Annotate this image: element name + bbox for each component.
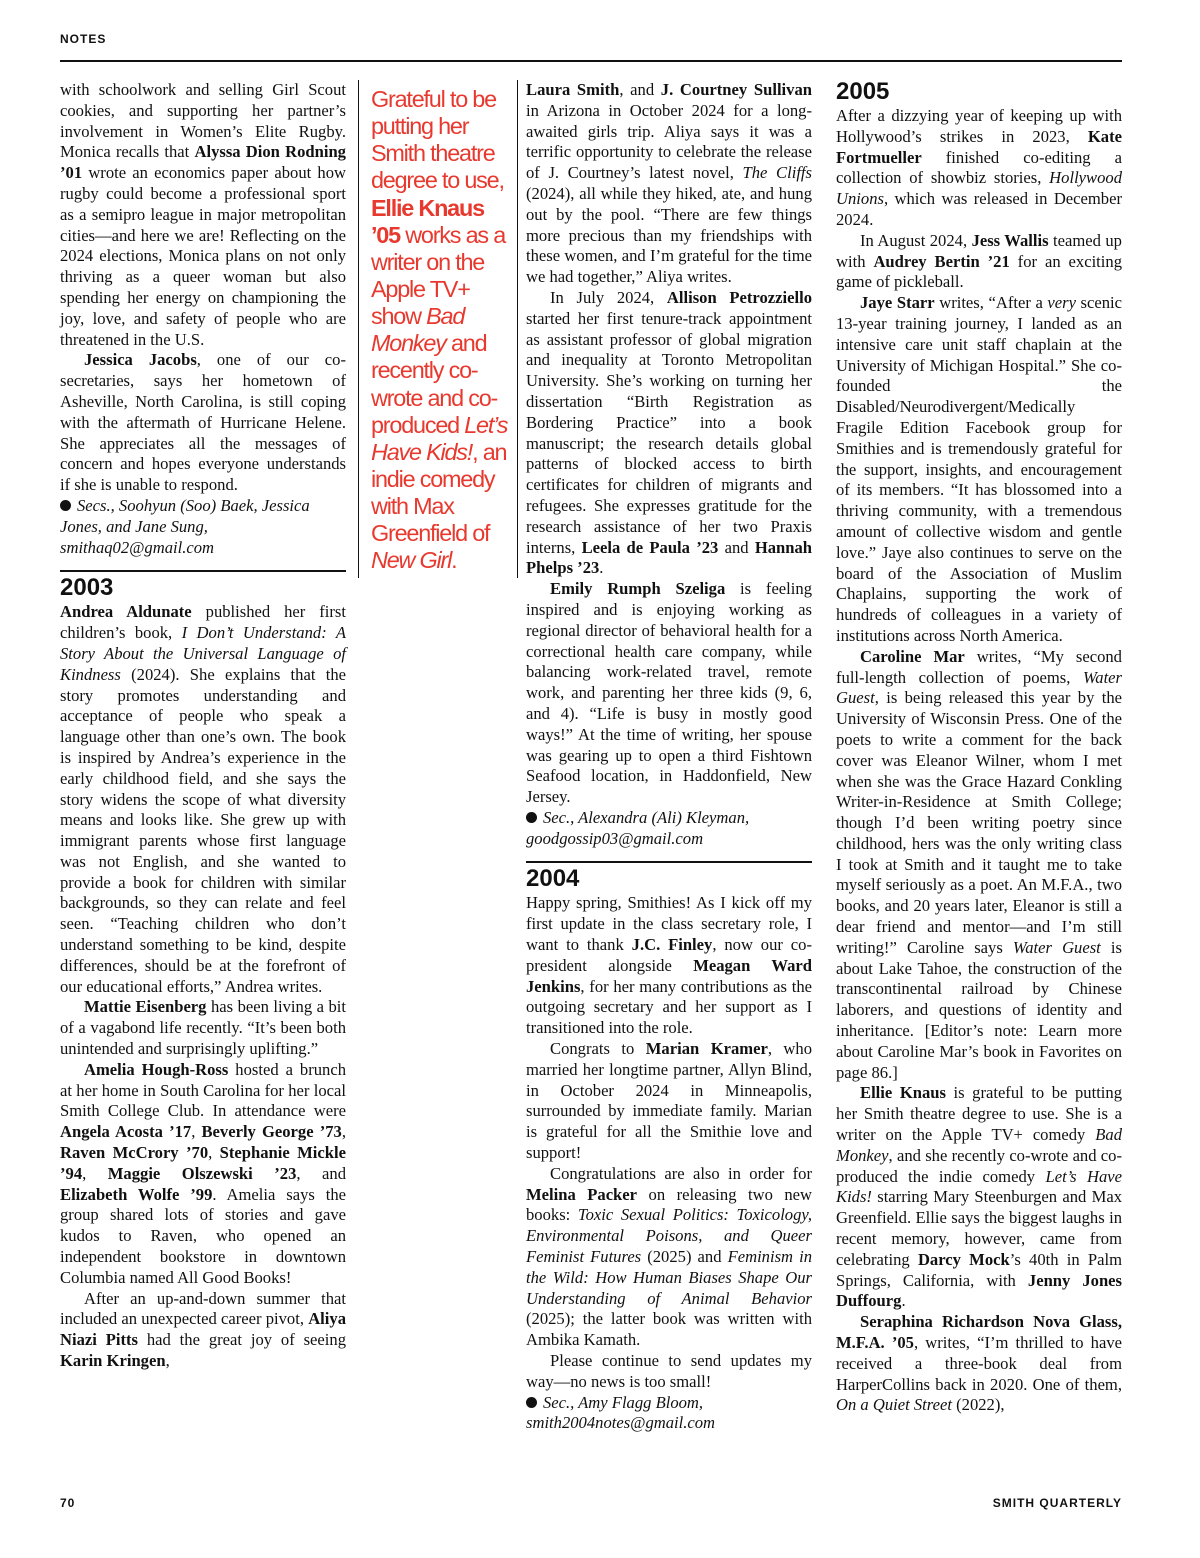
paragraph: After an up-and-down summer that included an unexpected career pivot, Aliya Niazi Pitts had the great joy of seeing Karin Kringen, xyxy=(60,1288,346,1371)
paragraph: Emily Rumph Szeliga is feeling inspired and is enjoying working as regional director of behavioral health for a correctional health care company, while balancing work-related travel, remote work, and parenting her three kids (9, 6, and 4). “Life is busy in mostly good ways!” At the time of writing, her spouse was gearing up to open a third Fishtown Seafood location, in Haddonfield, New Jersey. xyxy=(526,579,812,807)
bullet-dot-icon xyxy=(526,1397,537,1408)
paragraph: Mattie Eisenberg has been living a bit of a vagabond life recently. “It’s been both unintended and surprisingly uplifting.” xyxy=(60,997,346,1059)
class-secretary-signoff: Secs., Soohyun (Soo) Baek, Jessica Jones, and Jane Sung, smithaq02@gmail.com xyxy=(60,495,310,557)
publication-name: SMITH QUARTERLY xyxy=(992,1496,1122,1510)
pull-quote: Grateful to be putting her Smith theatre degree to use, Ellie Knaus ’05 works as a writer on the Apple TV+ show Bad Monkey and recently co-wrote and co-produced Let’s Have Kids!, an indie comedy with Max Greenfield of New Girl. xyxy=(358,80,518,578)
section-label: NOTES xyxy=(60,32,107,46)
paragraph: Caroline Mar writes, “My second full-length collection of poems, Water Guest, is being released this year by the University of Wisconsin Press. One of the poets to write a comment for the back cover was Eleanor Wilner, whom I met when she was the Grace Hazard Conkling Writer-in-Residence at Smith College; though I’d been writing poetry since childhood, hers was the only writing class I took at Smith and it taught me to take myself seriously as a poet. An M.F.A., two books, and 20 years later, Eleanor is still a dear friend and mentor—and I’m still writing!” Caroline says Water Guest is about Lake Tahoe, the construction of the transcontinental railroad by Chinese laborers, and questions of identity and inheritance. [Editor’s note: Learn more about Caroline Mar’s book in Favorites on page 86.] xyxy=(836,646,1122,1082)
paragraph: Laura Smith, and J. Courtney Sullivan in Arizona in October 2024 for a long-awaited girls trip. Aliya says it was a terrific opportunity to celebrate the release of J. Courtney’s latest novel, The Cliffs (2024), all while they hiked, ate, and hung out by the pool. “There are few things more precious than my friendships with these women, and I’m grateful for the time we had together,” Aliya writes. xyxy=(526,80,812,287)
column-1 xyxy=(60,80,346,1372)
class-year-heading: 2004 xyxy=(526,861,812,893)
page-header xyxy=(60,30,1122,62)
class-secretary-signoff: Sec., Amy Flagg Bloom, smith2004notes@gmail.com xyxy=(526,1392,716,1433)
class-secretary-signoff: Sec., Alexandra (Ali) Kleyman, goodgossip03@gmail.com xyxy=(526,807,750,848)
paragraph: Amelia Hough-Ross hosted a brunch at her home in South Carolina for her local Smith College Club. In attendance were Angela Acosta ’17, Beverly George ’73, Raven McCrory ’70, Stephanie Mickle ’94, Maggie Olszewski ’23, and Elizabeth Wolfe ’99. Amelia says the group shared lots of stories and gave kudos to Raven, who opened an independent bookstore in downtown Columbia named All Good Books! xyxy=(60,1059,346,1287)
paragraph: with schoolwork and selling Girl Scout cookies, and supporting her partner’s involvement in Women’s Elite Rugby. Monica recalls that Alyssa Dion Rodning ’01 wrote an economics paper about how rugby could become a professional sport as a semipro league in major metropolitan cities—and here we are! Reflecting on the 2024 elections, Monica plans on not only thriving as a queer woman but also spending her energy on championing the joy, love, and safety of people who are threatened in the U.S. xyxy=(60,80,346,349)
paragraph: Jessica Jacobs, one of our co-secretaries, says her hometown of Asheville, North Carolina, is still coping with the aftermath of Hurricane Helene. She appreciates all the messages of concern and hopes everyone understands if she is unable to respond. xyxy=(60,350,346,495)
class-year-heading: 2003 xyxy=(60,570,346,602)
paragraph: Andrea Aldunate published her first children’s book, I Don’t Understand: A Story About the Universal Language of Kindness (2024). She explains that the story promotes understanding and acceptance of people who speak a language other than one’s own. The book is inspired by Andrea’s experience in the early childhood field, and she says the story widens the scope of what diversity means and looks like. She grew up with immigrant parents whose first language was not English, and she wanted to provide a book for children with similar backgrounds, so they can relate and feel seen. “Teaching children who don’t understand something to be kind, despite differences, should be at the forefront of our educational efforts,” Andrea writes. xyxy=(60,602,346,996)
column-3 xyxy=(526,80,812,1434)
paragraph: In July 2024, Allison Petrozziello started her first tenure-track appointment as assistant professor of global migration and inequality at Toronto Metropolitan University. She’s working on turning her dissertation “Birth Registration as Bordering Practice” into a book manuscript; the research details global patterns of blocked access to birth certificates for children of migrants and refugees. She expresses gratitude for the research assistance of her two Praxis interns, Leela de Paula ’23 and Hannah Phelps ’23. xyxy=(526,287,813,578)
bullet-dot-icon xyxy=(60,500,71,511)
bullet-dot-icon xyxy=(526,812,537,823)
page-number: 70 xyxy=(60,1496,76,1510)
paragraph: After a dizzying year of keeping up with Hollywood’s strikes in 2023, Kate Fortmueller finished co-editing a collection of showbiz stories, Hollywood Unions, which was released in December 2024. xyxy=(836,106,1122,229)
column-4 xyxy=(836,80,1122,1416)
class-year-heading: 2005 xyxy=(836,78,890,105)
paragraph: Please continue to send updates my way—no news is too small! xyxy=(526,1351,812,1391)
paragraph: Jaye Starr writes, “After a very scenic 13-year training journey, I landed as an intensive care unit staff chaplain at the University of Michigan Hospital.” She co-founded the Disabled/Neurodivergent/Medically Fragile Edition Facebook group for Smithies and is tremendously grateful for the support, insights, and encouragement of its members. “It has blossomed into a thriving community, with a tremendous amount of collective wisdom and gentle love.” Jaye also continues to serve on the board of the Association of Muslim Chaplains, supporting the work of hundreds of colleagues in a variety of institutions across North America. xyxy=(836,293,1122,645)
paragraph: Happy spring, Smithies! As I kick off my first update in the class secretary role, I want to thank J.C. Finley, now our co-president alongside Meagan Ward Jenkins, for her many contributions as the outgoing secretary and her support as I transitioned into the role. xyxy=(526,893,812,1038)
paragraph: Congratulations are also in order for Melina Packer on releasing two new books: Toxic Sexual Politics: Toxicology, Environmental Poisons, and Queer Feminist Futures (2025) and Feminism in the Wild: How Human Biases Shape Our Understanding of Animal Behavior (2025); the latter book was written with Ambika Kamath. xyxy=(526,1163,813,1350)
paragraph: Ellie Knaus is grateful to be putting her Smith theatre degree to use. She is a writer on the Apple TV+ comedy Bad Monkey, and she recently co-wrote and co-produced the indie comedy Let’s Have Kids! starring Mary Steenburgen and Max Greenfield. Ellie says the biggest laughs in recent memory, however, came from celebrating Darcy Mock’s 40th in Palm Springs, California, with Jenny Jones Duffourg. xyxy=(836,1083,1123,1311)
paragraph: Seraphina Richardson Nova Glass, M.F.A. ’05, writes, “I’m thrilled to have received a three-book deal from HarperCollins back in 2020. One of them, On a Quiet Street (2022), xyxy=(836,1312,1122,1415)
paragraph: Congrats to Marian Kramer, who married her longtime partner, Allyn Blind, in October 2024 in Minneapolis, surrounded by immediate family. Marian is grateful for all the Smithie love and support! xyxy=(526,1039,813,1163)
paragraph: In August 2024, Jess Wallis teamed up with Audrey Bertin ’21 for an exciting game of pickleball. xyxy=(836,230,1122,292)
